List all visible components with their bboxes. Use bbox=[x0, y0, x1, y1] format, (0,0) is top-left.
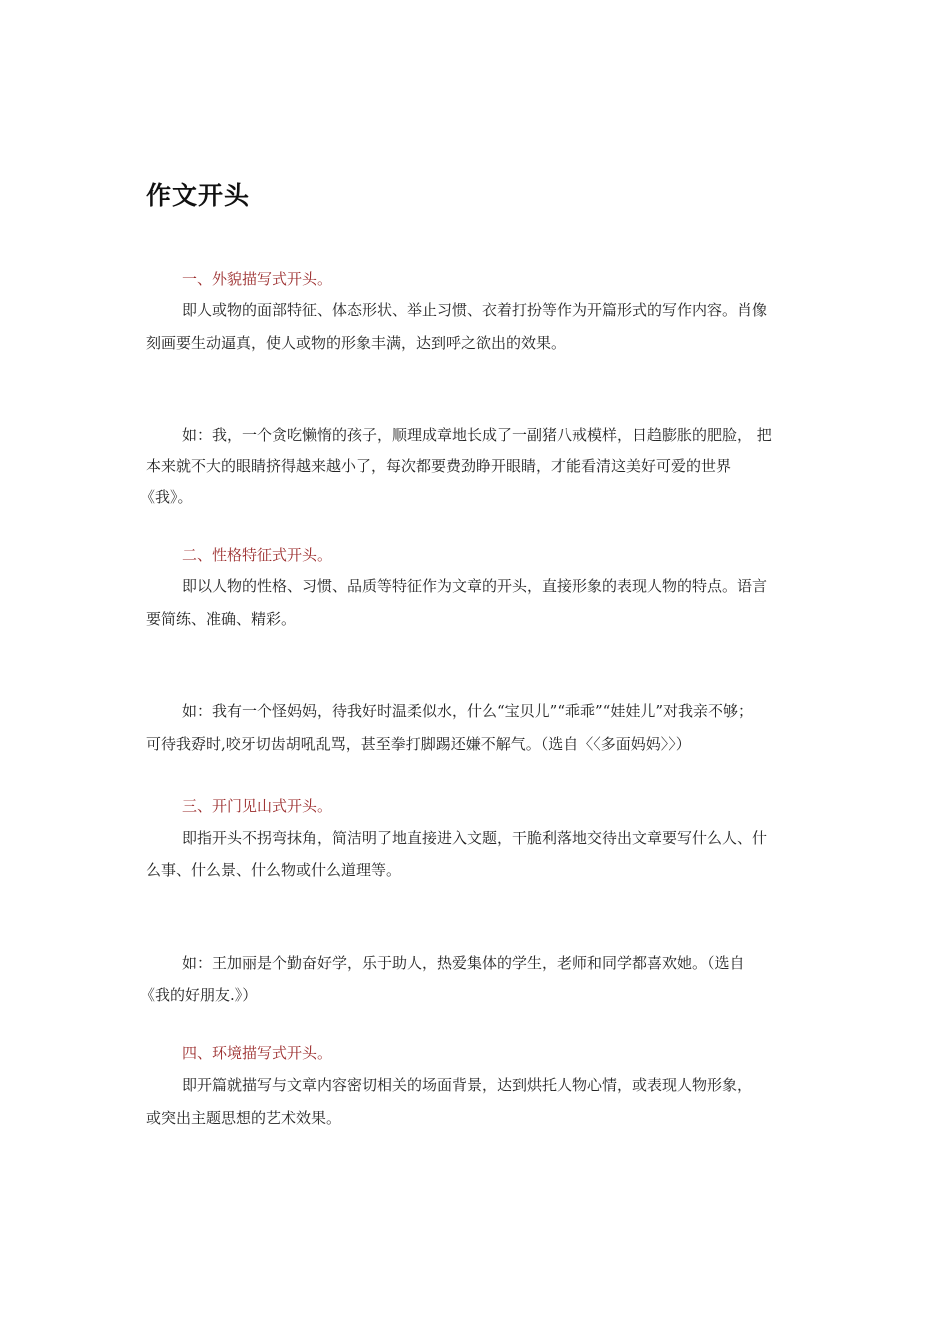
example-line: 《我》。 bbox=[140, 488, 193, 506]
definition-line: 即人或物的面部特征、体态形状、举止习惯、衣着打扮等作为开篇形式的写作内容。肖像 bbox=[182, 301, 768, 319]
page-title: 作文开头 bbox=[146, 181, 251, 210]
definition-line: 即指开头不拐弯抹角，简洁明了地直接进入文题，干脆利落地交待出文章要写什么人、什 bbox=[182, 829, 768, 847]
example-line: 本来就不大的眼睛挤得越来越小了，每次都要费劲睁开眼睛，才能看清这美好可爱的世界 bbox=[146, 457, 732, 475]
definition-line: 么事、什么景、什么物或什么道理等。 bbox=[146, 861, 402, 879]
definition-line: 要简练、准确、精彩。 bbox=[146, 610, 297, 628]
section-heading-environment: 四、环境描写式开头。 bbox=[182, 1044, 333, 1062]
example-line: 《我的好朋友.》） bbox=[140, 986, 258, 1004]
section-heading-direct: 三、开门见山式开头。 bbox=[182, 797, 333, 815]
definition-line: 即以人物的性格、习惯、品质等特征作为文章的开头，直接形象的表现人物的特点。语言 bbox=[182, 577, 768, 595]
example-line: 如：王加丽是个勤奋好学，乐于助人，热爱集体的学生，老师和同学都喜欢她。（选自 bbox=[182, 954, 745, 972]
section-heading-appearance: 一、外貌描写式开头。 bbox=[182, 270, 333, 288]
example-line: 如：我有一个怪妈妈，待我好时温柔似水，什么“宝贝儿”“乖乖”“娃娃儿”对我亲不够； bbox=[182, 702, 754, 720]
definition-line: 刻画要生动逼真，使人或物的形象丰满，达到呼之欲出的效果。 bbox=[146, 334, 567, 352]
example-line: 如：我，一个贪吃懒惰的孩子，顺理成章地长成了一副猪八戒模样，日趋膨胀的肥脸， 把 bbox=[182, 426, 772, 444]
definition-line: 即开篇就描写与文章内容密切相关的场面背景，达到烘托人物心情，或表现人物形象， bbox=[182, 1076, 753, 1094]
example-line: 可待我孬时,咬牙切齿胡吼乱骂，甚至拳打脚踢还嫌不解气。（选自〈〈多面妈妈〉〉） bbox=[146, 735, 691, 753]
section-heading-personality: 二、性格特征式开头。 bbox=[182, 546, 333, 564]
definition-line: 或突出主题思想的艺术效果。 bbox=[146, 1109, 342, 1127]
